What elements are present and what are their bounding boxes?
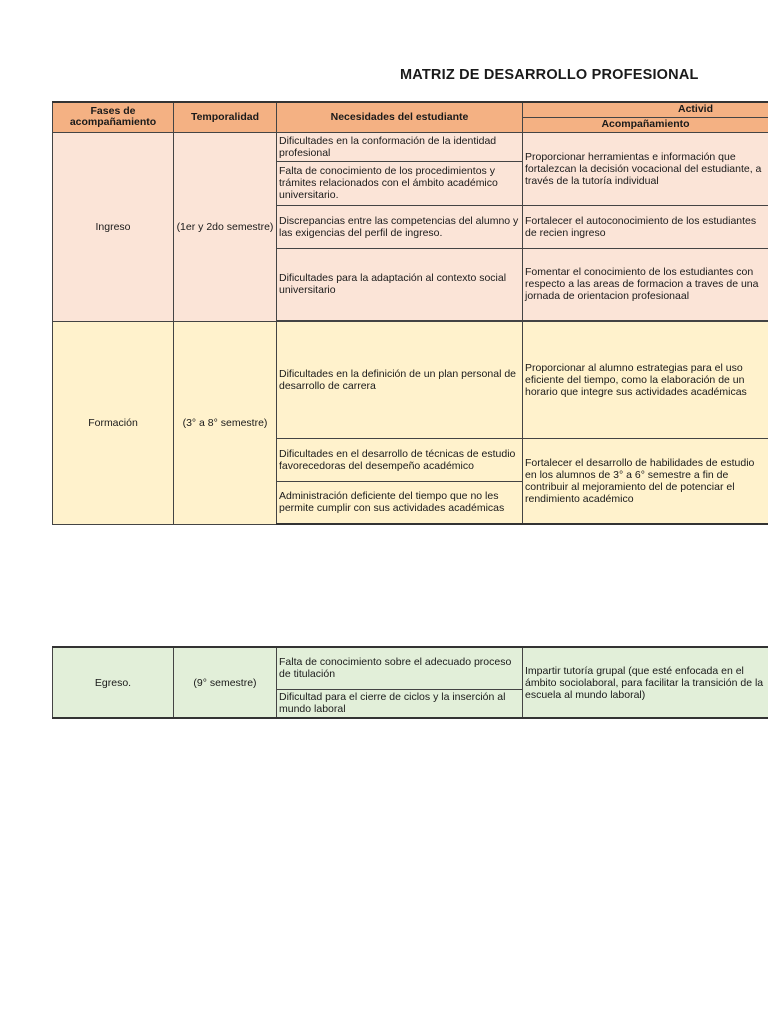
header-temporalidad: Temporalidad bbox=[174, 102, 277, 132]
time-ingreso: (1er y 2do semestre) bbox=[174, 132, 277, 321]
need-cell: Dificultades en la definición de un plan personal de desarrollo de carrera bbox=[277, 321, 523, 438]
need-cell: Falta de conocimiento sobre el adecuado proceso de titulación bbox=[277, 647, 523, 689]
header-actividades: Activid bbox=[523, 102, 768, 117]
egreso-table bbox=[52, 646, 768, 719]
development-matrix-table bbox=[52, 101, 768, 525]
need-cell: Administración deficiente del tiempo que no les permite cumplir con sus actividades académicas bbox=[277, 481, 523, 524]
time-formacion: (3° a 8° semestre) bbox=[174, 321, 277, 524]
activity-cell: Fortalecer el desarrollo de habilidades de estudio en los alumnos de 3° a 6° semestre a fin de contribuir al mejoramiento del de potenciar el rendimiento académico bbox=[523, 438, 768, 524]
activity-cell: Fomentar el conocimiento de los estudiantes con respecto a las areas de formacion a traves de una jornada de orientacion profesionaal bbox=[523, 248, 768, 320]
need-cell: Discrepancias entre las competencias del alumno y las exigencias del perfil de ingreso. bbox=[277, 205, 523, 248]
activity-cell: Proporcionar herramientas e información que fortalezcan la decisión vocacional del estudiante, a través de la tutoría individual bbox=[523, 132, 768, 205]
activity-cell: Proporcionar al alumno estrategias para el uso eficiente del tiempo, como la elaboración de un horario que integre sus actividades académicas bbox=[523, 321, 768, 438]
phase-ingreso: Ingreso bbox=[53, 132, 174, 321]
header-acompanamiento: Acompañamiento bbox=[523, 117, 768, 132]
activity-cell: Fortalecer el autoconocimiento de los estudiantes de recien ingreso bbox=[523, 205, 768, 248]
page-title: MATRIZ DE DESARROLLO PROFESIONAL bbox=[400, 67, 699, 83]
need-cell: Dificultad para el cierre de ciclos y la inserción al mundo laboral bbox=[277, 689, 523, 718]
activity-cell: Impartir tutoría grupal (que esté enfocada en el ámbito sociolaboral, para facilitar la transición de la escuela al mundo laboral) bbox=[523, 647, 768, 718]
need-cell: Dificultades en la conformación de la identidad profesional bbox=[277, 132, 523, 161]
header-fases: Fases de acompañamiento bbox=[53, 102, 174, 132]
header-necesidades: Necesidades del estudiante bbox=[277, 102, 523, 132]
need-cell: Dificultades en el desarrollo de técnicas de estudio favorecedoras del desempeño académico bbox=[277, 438, 523, 481]
need-cell: Dificultades para la adaptación al contexto social universitario bbox=[277, 248, 523, 320]
phase-formacion: Formación bbox=[53, 321, 174, 524]
phase-egreso: Egreso. bbox=[53, 647, 174, 718]
time-egreso: (9° semestre) bbox=[174, 647, 277, 718]
need-cell: Falta de conocimiento de los procedimientos y trámites relacionados con el ámbito académico universitario. bbox=[277, 161, 523, 205]
